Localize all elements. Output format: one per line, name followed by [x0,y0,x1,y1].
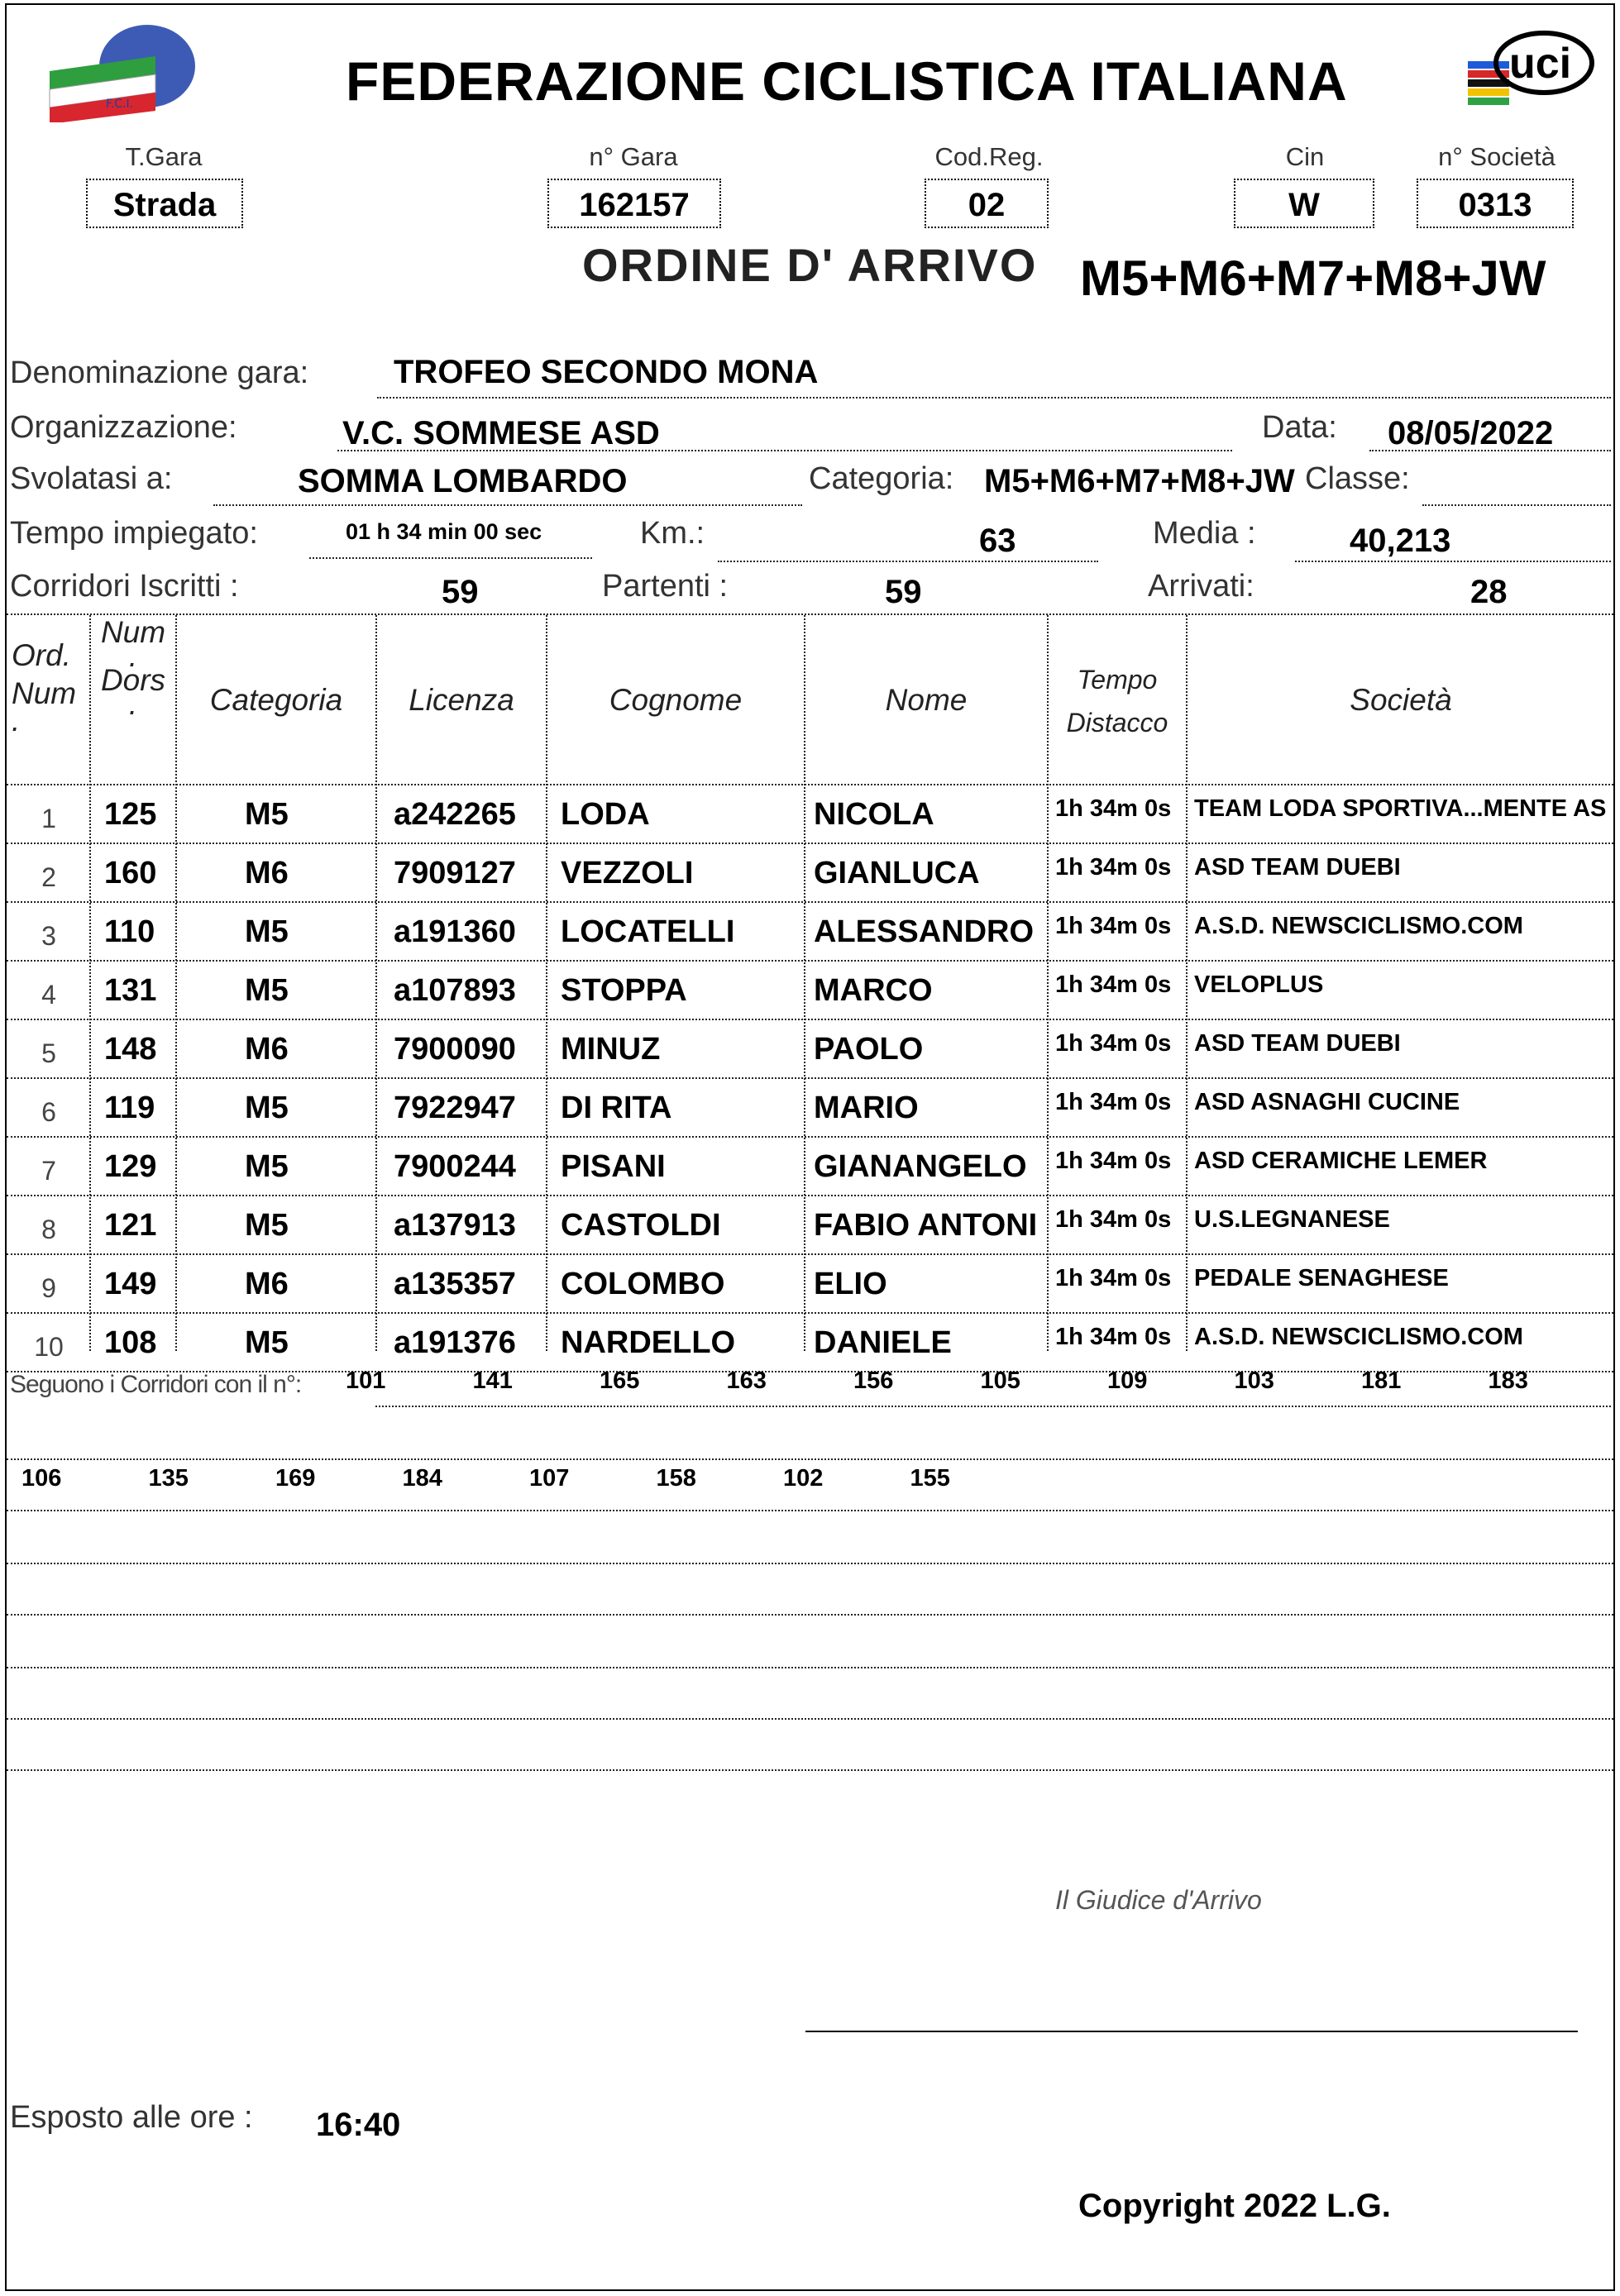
cell-nome: ELIO [814,1267,887,1301]
uci-logo [1458,23,1598,122]
cell-tempo: 1h 34m 0s [1055,1030,1172,1057]
ngara-value: 162157 [547,179,721,228]
separator [7,1769,1613,1771]
cell-licenza: 7909127 [394,856,516,890]
seguono-number: 106 [22,1465,62,1492]
fci-logo [31,23,205,122]
cell-nome: PAOLO [814,1032,924,1067]
separator [213,504,802,506]
svolatasi-label: Svolatasi a: [10,461,173,496]
column-separator [375,615,377,1351]
tgara-label: T.Gara [125,142,203,171]
separator [375,1406,1611,1407]
codreg-label: Cod.Reg. [934,142,1044,171]
esposto-value: 16:40 [316,2107,401,2143]
cell-num: 129 [104,1149,157,1184]
cell-licenza: a135357 [394,1267,516,1301]
separator [7,1019,1613,1020]
cell-categoria: M5 [245,914,289,949]
cell-ord: 9 [41,1273,56,1303]
cell-nome: DANIELE [814,1325,952,1360]
esposto-label: Esposto alle ore : [10,2100,253,2135]
seguono-number: 155 [910,1465,950,1492]
denominazione-label: Denominazione gara: [10,356,309,390]
nsocieta-label: n° Società [1438,142,1555,171]
cell-cognome: LODA [561,797,650,832]
seguono-number: 184 [402,1465,442,1492]
ngara-label: n° Gara [589,142,678,171]
results-sheet [5,3,1615,2291]
seguono-label: Seguono i Corridori con il n°: [10,1371,302,1398]
cell-societa: PEDALE SENAGHESE [1194,1265,1449,1291]
media-value: 40,213 [1350,523,1451,559]
cell-ord: 4 [41,980,56,1010]
separator [7,1312,1613,1314]
cell-tempo: 1h 34m 0s [1055,795,1172,822]
header-num-dors: Num . Dors . [100,615,166,721]
cell-tempo: 1h 34m 0s [1055,854,1172,881]
cell-tempo: 1h 34m 0s [1055,971,1172,998]
cell-cognome: NARDELLO [561,1325,736,1360]
cell-societa: ASD ASNAGHI CUCINE [1194,1089,1460,1115]
cell-categoria: M6 [245,1032,289,1067]
separator [7,1563,1613,1564]
cell-licenza: 7900090 [394,1032,516,1067]
cell-ord: 3 [41,921,56,951]
cell-tempo: 1h 34m 0s [1055,1089,1172,1115]
separator [7,613,1613,615]
separator [7,1195,1613,1196]
data-value: 08/05/2022 [1388,415,1554,451]
categoria-label: Categoria: [809,461,954,496]
header-categoria: Categoria [209,683,343,717]
separator [309,557,592,559]
cell-num: 121 [104,1208,157,1243]
giudice-label: Il Giudice d'Arrivo [1055,1885,1262,1915]
page-title: FEDERAZIONE CICLISTICA ITALIANA [346,50,1348,112]
cell-categoria: M5 [245,1091,289,1125]
seguono-number: 141 [472,1368,513,1394]
separator [718,561,1098,562]
cell-cognome: VEZZOLI [561,856,694,890]
seguono-number: 101 [346,1368,386,1394]
column-separator [1186,615,1188,1351]
separator [1295,561,1611,562]
partenti-label: Partenti : [602,569,729,604]
organizzazione-label: Organizzazione: [10,410,237,445]
cell-licenza: a191360 [394,914,516,949]
column-separator [546,615,547,1351]
separator [7,784,1613,785]
arrivati-value: 28 [1470,574,1508,610]
cell-societa: A.S.D. NEWSCICLISMO.COM [1194,913,1523,939]
cell-categoria: M5 [245,1149,289,1184]
separator [7,901,1613,903]
seguono-number: 183 [1488,1368,1528,1394]
data-label: Data: [1262,410,1337,445]
cell-licenza: a107893 [394,973,516,1008]
cell-licenza: 7900244 [394,1149,516,1184]
cell-licenza: a242265 [394,797,516,832]
cell-cognome: LOCATELLI [561,914,735,949]
cell-licenza: 7922947 [394,1091,516,1125]
cell-nome: ALESSANDRO [814,914,1035,949]
cell-num: 131 [104,973,157,1008]
cin-label: Cin [1285,142,1325,171]
cell-cognome: MINUZ [561,1032,661,1067]
cin-value: W [1234,179,1374,228]
cell-ord: 8 [41,1215,56,1244]
header-tempo: Tempo Distacco [1066,665,1168,737]
separator [7,960,1613,962]
cell-cognome: CASTOLDI [561,1208,721,1243]
seguono-number: 163 [726,1368,767,1394]
cell-cognome: PISANI [561,1149,666,1184]
header-cognome: Cognome [609,683,743,717]
cell-tempo: 1h 34m 0s [1055,1265,1172,1291]
cell-categoria: M5 [245,797,289,832]
cell-ord: 2 [41,862,56,892]
svg-text:uci: uci [1509,40,1572,88]
cell-categoria: M5 [245,1208,289,1243]
cell-categoria: M6 [245,1267,289,1301]
seguono-number: 135 [148,1465,189,1492]
cell-licenza: a137913 [394,1208,516,1243]
cell-societa: TEAM LODA SPORTIVA...MENTE AS [1194,795,1607,822]
cell-num: 149 [104,1267,157,1301]
cell-categoria: M5 [245,1325,289,1360]
separator [1369,450,1611,451]
column-separator [175,615,177,1351]
cell-ord: 6 [41,1097,56,1127]
cell-tempo: 1h 34m 0s [1055,1324,1172,1350]
separator [7,1718,1613,1720]
tempo-value: 01 h 34 min 00 sec [346,519,542,544]
separator [377,397,1611,399]
km-label: Km.: [640,516,705,551]
cell-ord: 7 [41,1156,56,1186]
cell-tempo: 1h 34m 0s [1055,1206,1172,1233]
separator [337,450,1232,451]
categoria-value: M5+M6+M7+M8+JW [984,463,1295,499]
separator [7,1667,1613,1668]
header-licenza: Licenza [409,683,514,717]
cell-num: 148 [104,1032,157,1067]
separator [7,1458,1613,1460]
classe-label: Classe: [1305,461,1410,496]
denominazione-value: TROFEO SECONDO MONA [394,354,819,390]
separator [7,1136,1613,1138]
cell-num: 125 [104,797,157,832]
cell-cognome: STOPPA [561,973,687,1008]
cell-nome: MARCO [814,973,933,1008]
separator [7,1614,1613,1616]
header-nome: Nome [885,683,968,717]
cell-nome: GIANLUCA [814,856,980,890]
iscritti-label: Corridori Iscritti : [10,569,239,604]
svolatasi-value: SOMMA LOMBARDO [298,463,628,499]
cell-nome: GIANANGELO [814,1149,1027,1184]
cell-ord: 10 [34,1332,64,1362]
cell-num: 119 [104,1091,155,1125]
header-ord: Ord. Num . [12,638,77,737]
cell-tempo: 1h 34m 0s [1055,1148,1172,1174]
seguono-number: 181 [1361,1368,1402,1394]
arrivati-label: Arrivati: [1148,569,1254,604]
column-separator [804,615,805,1351]
tempo-label: Tempo impiegato: [10,516,258,551]
cell-nome: MARIO [814,1091,919,1125]
cell-nome: NICOLA [814,797,934,832]
seguono-number: 109 [1107,1368,1148,1394]
seguono-number: 107 [529,1465,570,1492]
cell-categoria: M6 [245,856,289,890]
cell-tempo: 1h 34m 0s [1055,913,1172,939]
svg-text:F.C.I.: F.C.I. [106,98,134,111]
seguono-number: 102 [783,1465,824,1492]
nsocieta-value: 0313 [1417,179,1574,228]
category-big: M5+M6+M7+M8+JW [1080,251,1546,306]
cell-num: 110 [104,914,155,949]
cell-cognome: DI RITA [561,1091,672,1125]
separator [7,1510,1613,1511]
subtitle: ORDINE D' ARRIVO [582,239,1038,291]
seguono-number: 156 [853,1368,894,1394]
cell-num: 108 [104,1325,157,1360]
separator [7,1077,1613,1079]
header-societa: Società [1350,683,1452,717]
seguono-number: 158 [656,1465,696,1492]
media-label: Media : [1153,516,1256,551]
cell-nome: FABIO ANTONI [814,1208,1038,1243]
cell-ord: 1 [41,804,56,833]
signature-line [805,2031,1578,2032]
cell-societa: A.S.D. NEWSCICLISMO.COM [1194,1324,1523,1350]
iscritti-value: 59 [442,574,479,610]
separator [1422,504,1611,506]
cell-categoria: M5 [245,973,289,1008]
cell-cognome: COLOMBO [561,1267,725,1301]
organizzazione-value: V.C. SOMMESE ASD [342,415,660,451]
seguono-number: 105 [980,1368,1020,1394]
cell-ord: 5 [41,1038,56,1068]
copyright: Copyright 2022 L.G. [1078,2188,1391,2224]
cell-num: 160 [104,856,157,890]
cell-societa: ASD TEAM DUEBI [1194,854,1401,881]
cell-licenza: a191376 [394,1325,516,1360]
cell-societa: ASD TEAM DUEBI [1194,1030,1401,1057]
cell-societa: ASD CERAMICHE LEMER [1194,1148,1488,1174]
codreg-value: 02 [925,179,1049,228]
seguono-number: 103 [1234,1368,1274,1394]
cell-societa: VELOPLUS [1194,971,1324,998]
separator [7,1253,1613,1255]
partenti-value: 59 [885,574,922,610]
seguono-number: 169 [275,1465,316,1492]
cell-societa: U.S.LEGNANESE [1194,1206,1390,1233]
seguono-number: 165 [600,1368,640,1394]
km-value: 63 [979,523,1016,559]
tgara-value: Strada [86,179,243,228]
separator [7,843,1613,844]
